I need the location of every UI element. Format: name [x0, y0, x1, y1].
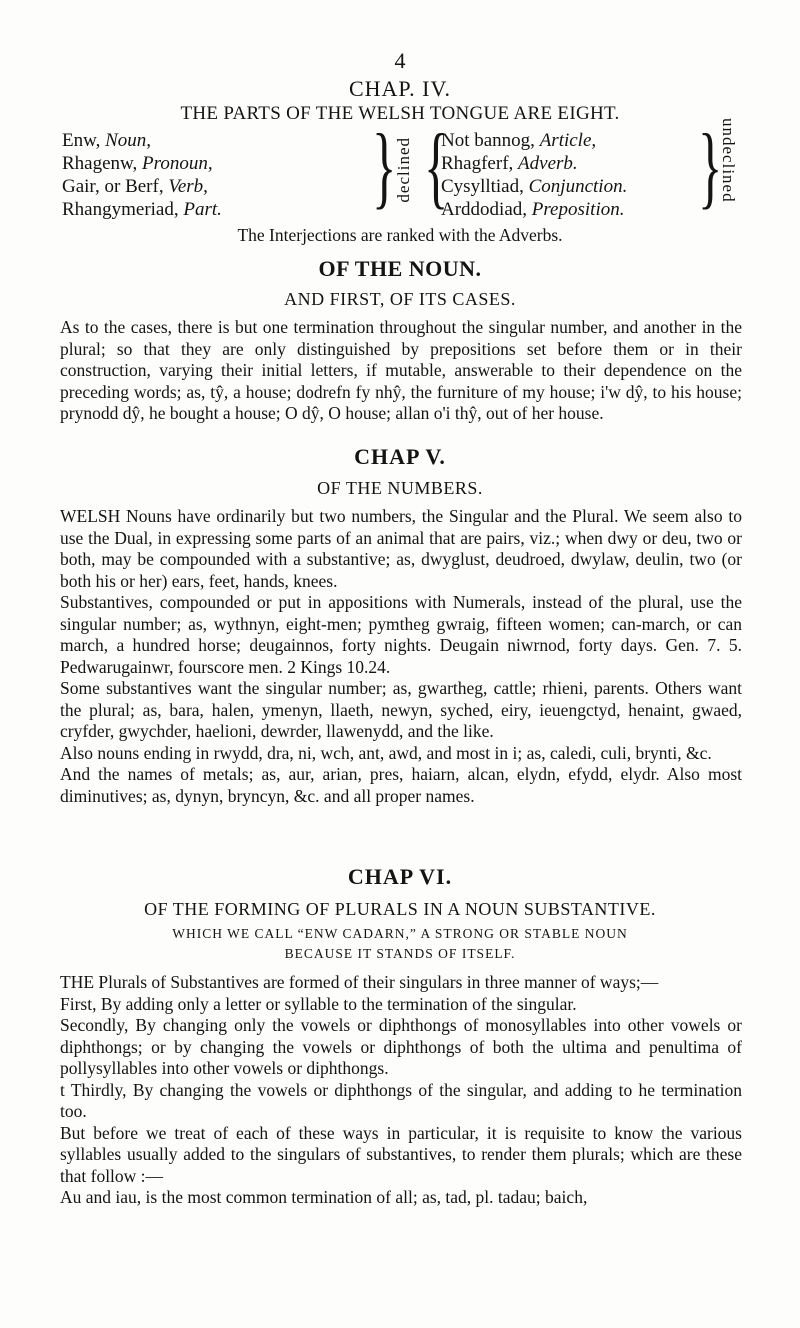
part-item: Rhagferf, Adverb. — [441, 153, 578, 174]
undeclined-label: undeclined — [719, 118, 738, 203]
part-item: Not bannog, Article, — [441, 130, 597, 151]
page-number: 4 — [394, 48, 406, 73]
chapter-6-title: CHAP VI. — [347, 864, 453, 889]
part-item: Gair, or Berf, Verb, — [62, 176, 208, 197]
part-item: Cysylltiad, Conjunction. — [441, 176, 628, 197]
interjections-note: The Interjections are ranked with the Adverbs. — [237, 225, 563, 245]
paragraph: First, By adding only a letter or syllable to the termination of the singular. — [60, 993, 577, 1014]
cases-paragraph: As to the cases, there is but one termination throughout the singular number, and another in the plural; so that they are only distinguished by prepositions set before them or in their construction, varying their initial letters, if mutable, answerable to their dependence on the preceding words; as, tŷ, a house; dodrefn fy nhŷ, the furniture of my house; i'w dŷ, to his house; prynodd dŷ, he bought a house; O dŷ, O house; allan o'i thŷ, out of her house. — [60, 317, 742, 423]
chapter-5-text — [60, 506, 742, 807]
chapter-4-heading: THE PARTS OF THE WELSH TONGUE ARE EIGHT. — [180, 103, 620, 124]
paragraph: WELSH Nouns have ordinarily but two numbers, the Singular and the Plural. We seem also to use the Dual, in expressing some parts of an animal that are pairs, viz.; when dwy or deu, two or both, may be compounded with a substantive; as, dwyglust, deudroed, dwylaw, deulin, two (or both his or her) ears, feet, hands, knees. — [60, 506, 742, 591]
brace-right-close: } — [697, 115, 723, 217]
paragraph: But before we treat of each of these ways in particular, it is requisite to know the various syllables usually added to the singulars of substantives, to render them plurals; which are these that follow :— — [60, 1122, 742, 1186]
part-item: Rhagenw, Pronoun, — [62, 153, 213, 174]
chapter-6-subheading-2: BECAUSE IT STANDS OF ITSELF. — [284, 946, 516, 961]
declined-label: declined — [394, 137, 413, 203]
chapter-6-heading: OF THE FORMING OF PLURALS IN A NOUN SUBSTANTIVE. — [144, 899, 656, 919]
undeclined-parts-list — [441, 129, 627, 221]
chapter-6-text — [60, 972, 742, 1209]
declined-parts-list — [62, 129, 222, 221]
chapter-5-heading: OF THE NUMBERS. — [317, 478, 483, 498]
chapter-5-title: CHAP V. — [354, 444, 446, 469]
paragraph: t Thirdly, By changing the vowels or diphthongs of the singular, and adding to he termination too. — [60, 1079, 742, 1121]
part-item: Arddodiad, Preposition. — [441, 199, 625, 220]
paragraph: Au and iau, is the most common termination of all; as, tad, pl. tadau; baich, — [60, 1187, 588, 1207]
paragraph: THE Plurals of Substantives are formed of their singulars in three manner of ways;— — [60, 972, 659, 992]
paragraph: Secondly, By changing only the vowels or diphthongs of monosyllables into other vowels or diphthongs; or by changing the vowels or diphthongs of both the ultima and penultima of pollysyllables into other vowels or diphthongs. — [60, 1015, 742, 1078]
part-item: Rhangymeriad, Part. — [62, 199, 222, 220]
chapter-4-title: CHAP. IV. — [348, 76, 452, 101]
paragraph: Substantives, compounded or put in appositions with Numerals, instead of the plural, use the singular number; as, wythnyn, eight-men; pymtheg gwraig, fifteen women; can-march, or can march, a hundred horse; deugainnos, forty nights. Deugain niwrnod, forty days. Gen. 7. 5. Pedwarugainwr, fourscore men. 2 Kings 10.24. — [60, 592, 742, 677]
paragraph: And the names of metals; as, aur, arian, pres, haiarn, alcan, elydn, efydd, elydr. Also most diminutives; as, dynyn, bryncyn, &c. and all proper names. — [60, 764, 742, 806]
cases-title: AND FIRST, OF ITS CASES. — [284, 289, 516, 309]
noun-title: OF THE NOUN. — [318, 256, 482, 281]
paragraph: Some substantives want the singular number; as, gwartheg, cattle; rhieni, parents. Others want the plural; as, bara, halen, ymenyn, llaeth, newyn, syched, eiry, ieuengctyd, henaint, gwaed, cryfder, gwychder, haelioni, dewrder, llawenydd, and the like. — [60, 678, 742, 741]
chapter-6-subheading-1: WHICH WE CALL “ENW CADARN,” A STRONG OR STABLE NOUN — [172, 926, 628, 941]
brace-right-open: { — [423, 115, 449, 217]
part-item: Enw, Noun, — [62, 130, 152, 151]
paragraph: Also nouns ending in rwydd, dra, ni, wch, ant, awd, and most in i; as, caledi, culi, brynti, &c. — [60, 742, 712, 763]
brace-left-close: } — [371, 115, 397, 217]
